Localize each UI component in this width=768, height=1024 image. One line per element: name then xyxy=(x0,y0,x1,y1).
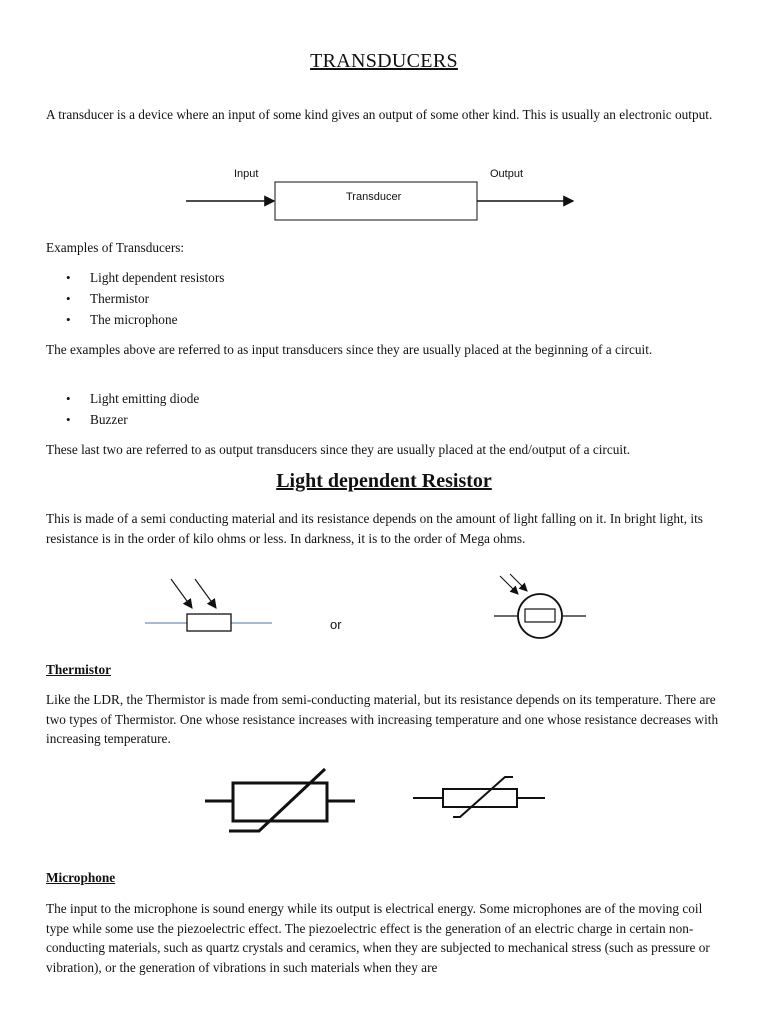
list-item: • Light dependent resistors xyxy=(46,267,224,288)
microphone-paragraph: The input to the microphone is sound energy while its output is electrical energy. Some microphones are of the moving coil type while some use the piezoelectric effect. The piezoelectric effect is the generation of an electric charge in certain non-conducting materials, such as quartz crystals and ceramics, when they are subjected to mechanical stress (such as pressure or vibration), or the generation of vibrations in such materials when they are xyxy=(46,901,710,975)
thermistor-symbol-small xyxy=(413,772,547,822)
ldr-heading: Light dependent Resistor xyxy=(276,470,492,492)
microphone-heading: Microphone xyxy=(46,870,116,885)
intro-paragraph: A transducer is a device where an input of some kind gives an output of some other kind. This is usually an electronic output. xyxy=(46,107,713,122)
examples-heading: Examples of Transducers: xyxy=(46,240,185,255)
or-label: or xyxy=(330,617,342,632)
ldr-paragraph: This is made of a semi conducting material and its resistance depends on the amount of light falling on it. In bright light, its resistance is in the order of kilo ohms or less. In darkness, it is to the order of Mega ohms. xyxy=(46,511,703,546)
thermistor-symbol-large xyxy=(205,765,355,837)
transducer-diagram xyxy=(180,160,580,225)
output-examples-list xyxy=(46,388,199,430)
list-item: • Buzzer xyxy=(46,409,199,430)
list-item: • Light emitting diode xyxy=(46,388,199,409)
diagram-input-label: Input xyxy=(234,168,259,180)
thermistor-paragraph: Like the LDR, the Thermistor is made from semi-conducting material, but its resistance depends on its temperature. There are two types of Thermistor. One whose resistance increases with increasing temperature and one whose resistance decreases with increasing temperature. xyxy=(46,692,719,746)
ldr-symbol-circle xyxy=(492,572,592,644)
ldr-symbol-rectangle xyxy=(145,570,275,635)
diagram-output-label: Output xyxy=(490,168,524,180)
list-item: • The microphone xyxy=(46,309,224,330)
output-note: These last two are referred to as output transducers since they are usually placed at the end/output of a circuit. xyxy=(46,442,631,457)
list-item: • Thermistor xyxy=(46,288,224,309)
page-title: TRANSDUCERS xyxy=(310,50,458,72)
diagram-box-label: Transducer xyxy=(346,191,402,203)
thermistor-heading: Thermistor xyxy=(46,662,111,677)
input-examples-list xyxy=(46,267,224,330)
input-note: The examples above are referred to as input transducers since they are usually placed at the beginning of a circuit. xyxy=(46,342,653,357)
